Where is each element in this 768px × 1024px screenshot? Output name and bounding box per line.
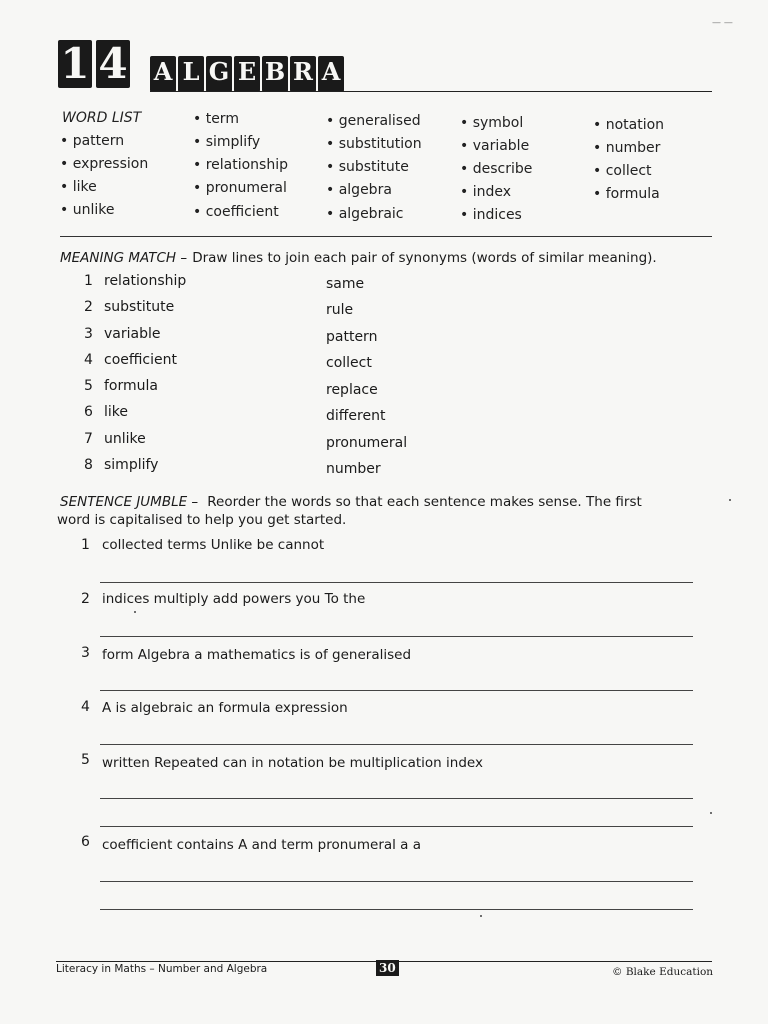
unit-digit-1: 1	[58, 40, 92, 88]
header-rule	[150, 91, 712, 92]
word-list-item: • substitute	[326, 159, 409, 175]
word-list-item: • describe	[460, 161, 533, 177]
jumble-number: 4	[81, 699, 90, 715]
match-left-word[interactable]: simplify	[104, 457, 159, 473]
answer-line[interactable]	[100, 690, 693, 691]
word-list-item: • algebra	[326, 182, 392, 198]
unit-digit-2: 4	[96, 40, 130, 88]
answer-line[interactable]	[100, 881, 693, 882]
word-list-title: WORD LIST	[62, 110, 142, 126]
match-right-word[interactable]: pattern	[326, 329, 378, 345]
match-right-word[interactable]: pronumeral	[326, 435, 408, 451]
paper-speck	[480, 915, 482, 917]
match-number: 8	[84, 457, 93, 473]
match-number: 7	[84, 431, 93, 447]
meaning-match-title: MEANING MATCH –	[60, 250, 188, 266]
word-list-item: • variable	[460, 138, 530, 154]
corner-mark: — —	[712, 18, 733, 28]
word-list-item: • term	[193, 111, 239, 127]
word-list-item: • unlike	[60, 202, 115, 218]
sentence-jumble-instruction: Reorder the words so that each sentence makes sense. The first	[207, 494, 642, 510]
word-list-item: • expression	[60, 156, 149, 172]
match-number: 3	[84, 326, 93, 342]
title-letter: A	[318, 56, 344, 92]
paper-speck	[710, 812, 712, 814]
match-right-word[interactable]: number	[326, 461, 381, 477]
word-list-item: • pattern	[60, 133, 125, 149]
word-list-item: • formula	[593, 186, 660, 202]
title-letter: L	[178, 56, 204, 92]
match-number: 5	[84, 378, 93, 394]
sentence-jumble-heading	[60, 491, 642, 510]
match-left-word[interactable]: variable	[104, 326, 161, 342]
jumble-number: 5	[81, 752, 90, 768]
match-left-word[interactable]: formula	[104, 378, 158, 394]
match-right-word[interactable]: replace	[326, 382, 378, 398]
title-letter: R	[290, 56, 316, 92]
word-list-item: • generalised	[326, 113, 421, 129]
sentence-jumble-title: SENTENCE JUMBLE –	[60, 494, 199, 510]
match-left-word[interactable]: like	[104, 404, 129, 420]
answer-line[interactable]	[100, 826, 693, 827]
title-letter: E	[234, 56, 260, 92]
footer-copyright: © Blake Education	[612, 966, 714, 978]
match-right-word[interactable]: same	[326, 276, 365, 292]
jumble-number: 6	[81, 834, 90, 850]
word-list-item: • symbol	[460, 115, 524, 131]
word-list-item: • number	[593, 140, 661, 156]
title-letter: G	[206, 56, 232, 92]
footer-book-title: Literacy in Maths – Number and Algebra	[56, 963, 268, 975]
match-left-word[interactable]: unlike	[104, 431, 146, 447]
answer-line[interactable]	[100, 798, 693, 799]
word-list-item: • coefficient	[193, 204, 279, 220]
page-title	[150, 56, 344, 92]
page-number: 30	[376, 960, 399, 976]
word-list-item: • like	[60, 179, 97, 195]
match-left-word[interactable]: relationship	[104, 273, 187, 289]
jumble-number: 2	[81, 591, 90, 607]
answer-line[interactable]	[100, 582, 693, 583]
answer-line[interactable]	[100, 636, 693, 637]
word-list-item: • collect	[593, 163, 652, 179]
match-right-word[interactable]: different	[326, 408, 386, 424]
jumble-sentence: coefficient contains A and term pronumeral a a	[102, 837, 422, 853]
word-list-item: • pronumeral	[193, 180, 287, 196]
meaning-match-instruction: Draw lines to join each pair of synonyms (words of similar meaning).	[192, 250, 657, 266]
unit-number	[56, 40, 132, 88]
section-divider	[60, 236, 712, 237]
word-list-item: • relationship	[193, 157, 288, 173]
answer-line[interactable]	[100, 909, 693, 910]
match-right-word[interactable]: rule	[326, 302, 354, 318]
jumble-sentence: form Algebra a mathematics is of generalised	[102, 647, 412, 663]
answer-line[interactable]	[100, 744, 693, 745]
match-number: 1	[84, 273, 93, 289]
match-left-word[interactable]: substitute	[104, 299, 175, 315]
meaning-match-heading	[60, 247, 657, 266]
word-list-item: • indices	[460, 207, 522, 223]
jumble-sentence: collected terms Unlike be cannot	[102, 537, 325, 553]
match-number: 2	[84, 299, 93, 315]
sentence-jumble-instruction-continued: word is capitalised to help you get started.	[57, 512, 347, 528]
word-list-item: • algebraic	[326, 206, 404, 222]
word-list-item: • notation	[593, 117, 665, 133]
match-left-word[interactable]: coefficient	[104, 352, 177, 368]
match-right-word[interactable]: collect	[326, 355, 372, 371]
jumble-sentence: A is algebraic an formula expression	[102, 700, 348, 716]
word-list-item: • index	[460, 184, 512, 200]
match-number: 4	[84, 352, 93, 368]
match-number: 6	[84, 404, 93, 420]
jumble-sentence: indices multiply add powers you To the	[102, 591, 366, 607]
title-letter: B	[262, 56, 288, 92]
title-letter: A	[150, 56, 176, 92]
jumble-number: 1	[81, 537, 90, 553]
jumble-number: 3	[81, 645, 90, 661]
word-list-item: • substitution	[326, 136, 422, 152]
jumble-sentence: written Repeated can in notation be multiplication index	[102, 755, 483, 771]
word-list-item: • simplify	[193, 134, 261, 150]
paper-speck	[134, 611, 136, 613]
paper-speck	[729, 499, 731, 501]
